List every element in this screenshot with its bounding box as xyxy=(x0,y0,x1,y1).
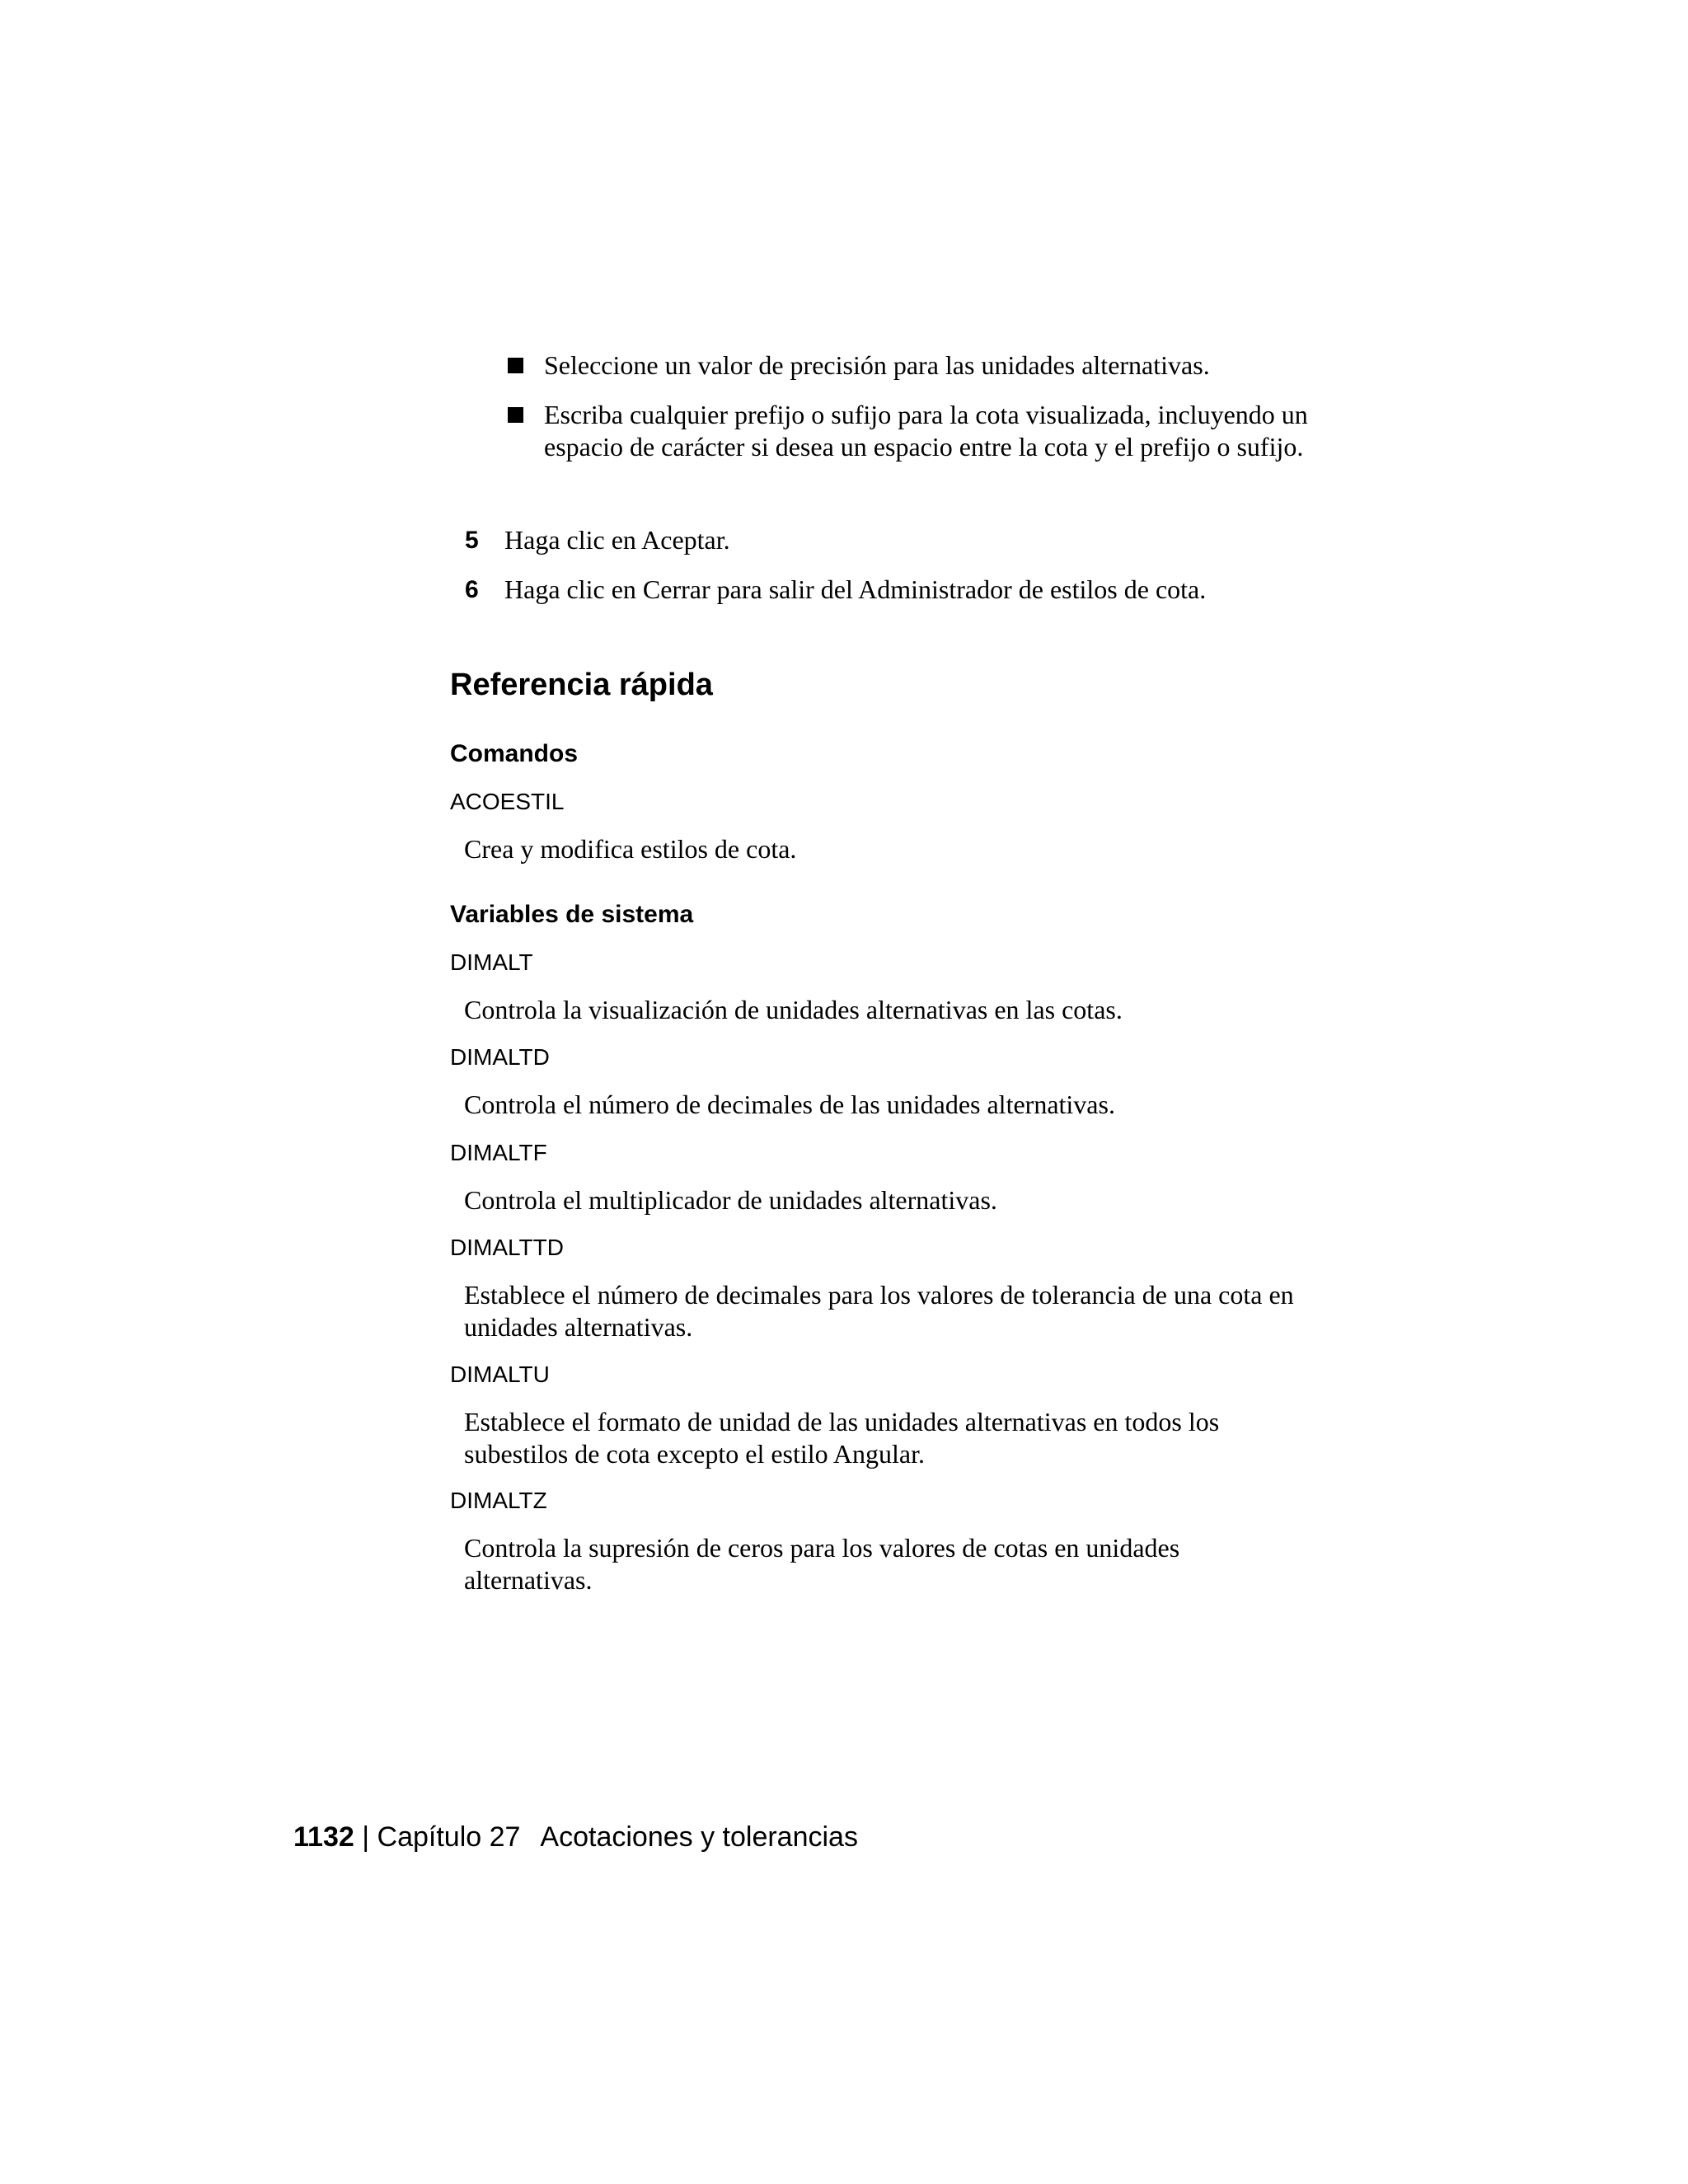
variable-description: Establece el número de decimales para los valores de tolerancia de una cota en unidades alternativas. xyxy=(464,1280,1294,1342)
variable-name: DIMALT xyxy=(450,949,533,975)
variable-description: Controla el multiplicador de unidades alternativas. xyxy=(464,1185,997,1215)
bullet-square-icon xyxy=(508,358,523,373)
bullet-text: Escriba cualquier prefijo o sufijo para la cota visualizada, incluyendo un espacio de carácter si desea un espacio entre la cota y el prefijo o sufijo. xyxy=(544,400,1308,462)
step-text: Haga clic en Aceptar. xyxy=(504,525,730,555)
variable-name: DIMALTU xyxy=(450,1361,550,1387)
step-number: 5 xyxy=(465,527,479,554)
variable-description: Controla la supresión de ceros para los valores de cotas en unidades alternativas. xyxy=(464,1533,1180,1595)
variable-name: DIMALTD xyxy=(450,1044,550,1070)
variable-description: Controla el número de decimales de las unidades alternativas. xyxy=(464,1090,1115,1119)
footer-separator: | xyxy=(362,1821,370,1853)
command-description: Crea y modifica estilos de cota. xyxy=(464,834,797,864)
commands-heading: Comandos xyxy=(450,740,579,767)
page-number: 1132 xyxy=(293,1821,354,1853)
command-name: ACOESTIL xyxy=(450,789,565,814)
variable-description: Controla la visualización de unidades alternativas en las cotas. xyxy=(464,995,1123,1024)
bullet-square-icon xyxy=(508,407,523,423)
variable-name: DIMALTF xyxy=(450,1140,547,1165)
variable-name: DIMALTTD xyxy=(450,1235,564,1260)
system-variables-heading: Variables de sistema xyxy=(450,901,694,928)
step-text: Haga clic en Cerrar para salir del Administrador de estilos de cota. xyxy=(504,574,1207,604)
variable-name: DIMALTZ xyxy=(450,1488,547,1513)
chapter-label: Capítulo 27 xyxy=(377,1821,521,1853)
page-footer xyxy=(293,1820,858,1854)
step-number: 6 xyxy=(465,576,479,603)
section-title: Referencia rápida xyxy=(450,668,713,702)
bullet-text: Seleccione un valor de precisión para las unidades alternativas. xyxy=(544,350,1210,380)
variable-description: Establece el formato de unidad de las unidades alternativas en todos los subestilos de cota excepto el estilo Angular. xyxy=(464,1407,1220,1469)
chapter-title: Acotaciones y tolerancias xyxy=(540,1821,858,1853)
